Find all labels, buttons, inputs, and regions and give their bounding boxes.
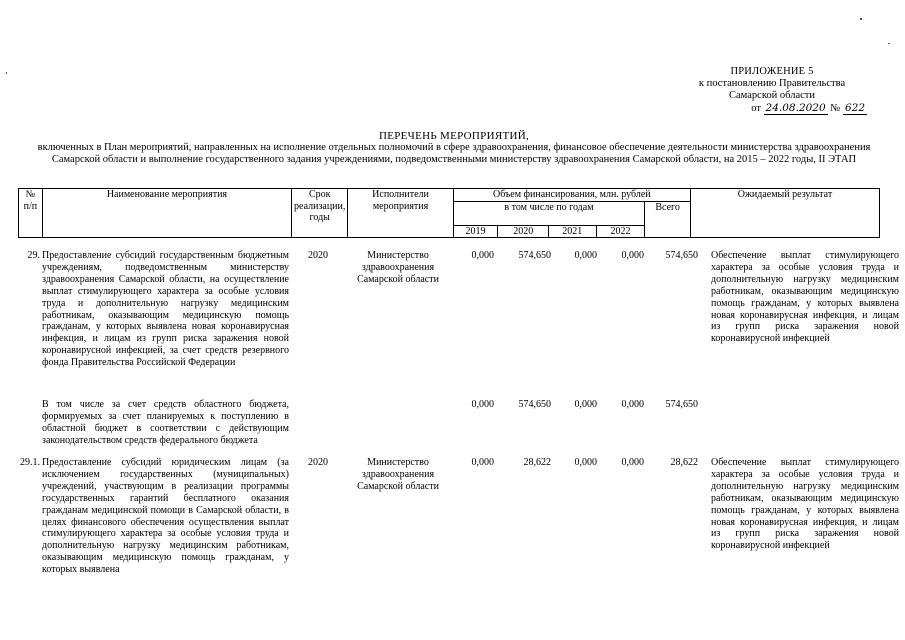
row-value-2019: 0,000 (471, 399, 494, 410)
number-prefix: № (830, 103, 841, 114)
row-value-2022: 0,000 (621, 457, 644, 468)
header-name: Наименование мероприятия (42, 189, 291, 238)
scan-speck (6, 72, 7, 74)
header-by-years: в том числе по годам (453, 201, 645, 225)
document-heading (24, 130, 884, 166)
appendix-title: ПРИЛОЖЕНИЕ 5 (730, 66, 814, 77)
table-body (18, 250, 899, 597)
row-value-2019: 0,000 (471, 457, 494, 468)
row-value-total: 28,622 (670, 457, 698, 468)
document-subtitle: включенных в План мероприятий, направленных на исполнение отдельных полномочий в сфере здравоохранения, финансовое обеспечение деятельности министерства здравоохранения Самарской области и выполнение государственного задания учреждениями, подведомственными министерству здравоохранения Самарской области, на 2015 – 2022 годы, II ЭТАП (37, 142, 871, 165)
row-name: В том числе за счет средств областного бюджета, формируемых за счет планируемых к поступлению в областной бюджет в соответствии с действующим законодательством средств федерального бюджета (42, 399, 289, 446)
row-value-2021: 0,000 (574, 250, 597, 261)
header-total: Всего (645, 201, 691, 238)
appendix-line-1: к постановлению Правительства (698, 78, 846, 89)
row-name: Предоставление субсидий юридическим лицам (за исключением государственных (муниципальных) учреждений, участвующим в реализации программы государственных гарантий бесплатного оказания гражданам медицинской помощи в Самарской области, в целях финансового обеспечения осуществления выплат стимулирующего характера за особые условия труда и дополнительную нагрузку медицинским работникам, оказывающим медицинскую помощь гражданам, у которых выявлена (42, 457, 289, 576)
row-value-total: 574,650 (665, 399, 698, 410)
table-header (18, 188, 880, 238)
appendix-line-2: Самарской области (729, 90, 815, 101)
row-year: 2020 (308, 250, 328, 261)
row-value-2020: 28,622 (523, 457, 551, 468)
scan-speck (860, 18, 862, 20)
row-result: Обеспечение выплат стимулирующего характера за особые условия труда и дополнительную нагрузку медицинским работникам, оказывающим медицинскую помощь гражданам, у которых выявлена новая коронавирусная инфекция, и лицам из групп риска заражения новой коронавирусной инфекцией (711, 457, 899, 552)
header-2020: 2020 (498, 225, 549, 238)
table-row (18, 457, 899, 597)
header-num: № п/п (19, 189, 43, 238)
row-value-2019: 0,000 (471, 250, 494, 261)
header-2022: 2022 (596, 225, 645, 238)
row-value-total: 574,650 (665, 250, 698, 261)
row-value-2021: 0,000 (574, 457, 597, 468)
header-result: Ожидаемый результат (690, 189, 879, 238)
header-2021: 2021 (548, 225, 596, 238)
row-number: 29.1. (20, 457, 40, 468)
row-value-2022: 0,000 (621, 250, 644, 261)
document-title: ПЕРЕЧЕНЬ МЕРОПРИЯТИЙ, (378, 130, 530, 142)
row-number: 29. (27, 250, 40, 261)
row-value-2020: 574,650 (518, 399, 551, 410)
row-year: 2020 (308, 457, 328, 468)
row-executor: Министерство здравоохранения Самарской области (357, 457, 439, 492)
header-2019: 2019 (453, 225, 498, 238)
row-result: Обеспечение выплат стимулирующего характера за особые условия труда и дополнительную нагрузку медицинским работникам, оказывающим медицинскую помощь гражданам, у которых выявлена новая коронавирусная инфекция, и лицам из групп риска заражения новой коронавирусной инфекцией (711, 250, 899, 345)
row-name: Предоставление субсидий государственным бюджетным учреждениям, подведомственным министерству здравоохранения Самарской области, на осуществление выплат стимулирующего характера за особые условия труда и дополнительную нагрузку медицинским работникам, оказывающим медицинскую помощь гражданам, у которых выявлена новая коронавирусная инфекция, и лицам из групп риска заражения новой коронавирусной инфекцией, за счет средств резервного фонда Правительства Российской Федерации (42, 250, 289, 369)
header-funding: Объем финансирования, млн. рублей (453, 189, 690, 202)
row-value-2020: 574,650 (518, 250, 551, 261)
date-handwritten: 24.08.2020 (765, 102, 826, 114)
row-value-2022: 0,000 (621, 399, 644, 410)
row-value-2021: 0,000 (574, 399, 597, 410)
date-prefix: от (751, 103, 761, 114)
header-term: Срок реализации, годы (292, 189, 348, 238)
table-row (18, 250, 899, 399)
header-exec: Исполнители мероприятия (348, 189, 453, 238)
appendix-block (677, 66, 867, 115)
row-executor: Министерство здравоохранения Самарской области (357, 250, 439, 285)
table-row (18, 399, 880, 457)
number-handwritten: 622 (844, 102, 865, 114)
scan-speck (888, 43, 890, 44)
appendix-date-row (677, 102, 867, 115)
